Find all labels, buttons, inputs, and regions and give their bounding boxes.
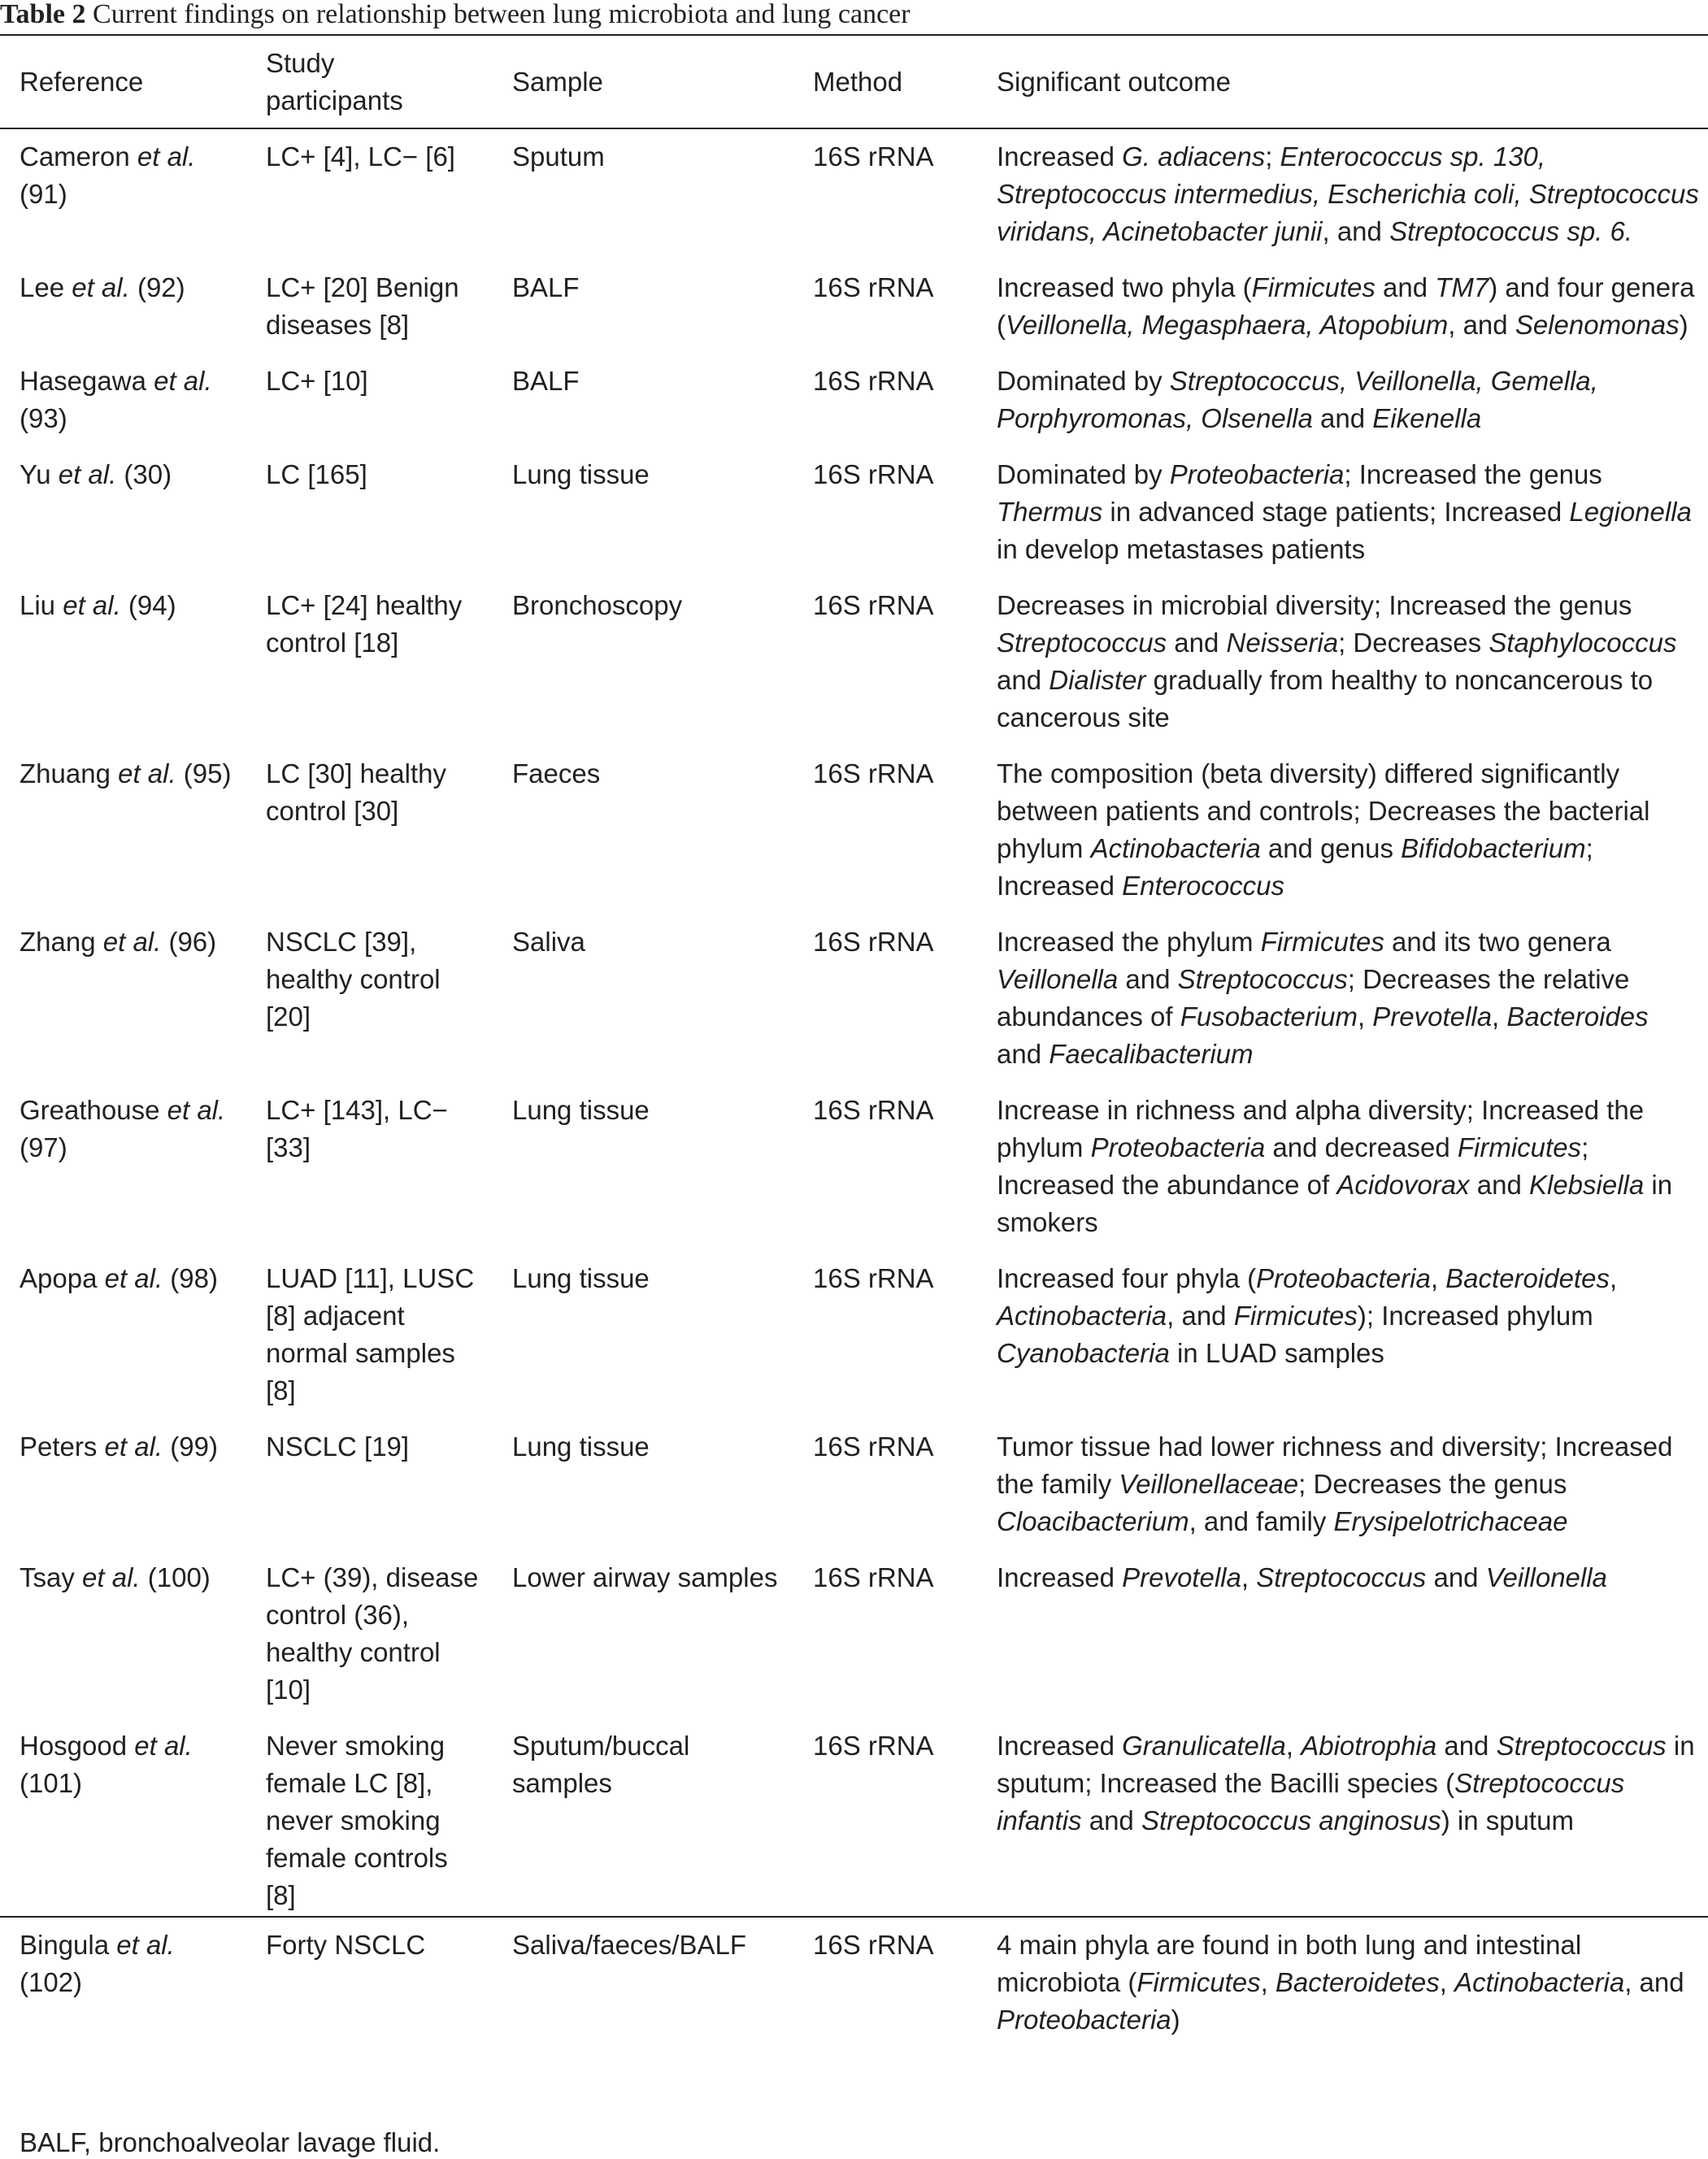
text-run: (97) bbox=[20, 1132, 67, 1162]
text-run: ) in sputum bbox=[1441, 1805, 1574, 1835]
reference-cell bbox=[0, 1917, 246, 2048]
outcome-cell bbox=[977, 1727, 1708, 1917]
italic-text: et al. bbox=[104, 1431, 163, 1462]
reference-cell bbox=[0, 1559, 246, 1727]
italic-text: et al. bbox=[104, 1263, 163, 1293]
text-run: , and bbox=[1448, 310, 1515, 340]
table-caption-text: Current findings on relationship between lung microbiota and lung cancer bbox=[93, 0, 910, 29]
italic-text: Enterococcus bbox=[1122, 871, 1285, 901]
text-run: (95) bbox=[176, 758, 232, 788]
italic-text: Actinobacteria bbox=[1090, 833, 1261, 863]
reference-cell bbox=[0, 1092, 246, 1260]
outcome-cell bbox=[977, 128, 1708, 269]
text-run: (91) bbox=[20, 179, 67, 209]
text-run: , and bbox=[1322, 216, 1390, 246]
italic-text: et al. bbox=[102, 927, 162, 957]
text-run: , bbox=[1357, 1001, 1373, 1032]
text-run: and bbox=[1081, 1805, 1141, 1835]
text-run: , bbox=[1241, 1562, 1257, 1592]
text-run: , bbox=[1609, 1263, 1618, 1293]
method-cell: 16S rRNA bbox=[813, 141, 934, 172]
participants-cell: Never smoking female LC [8], never smoking female controls [8] bbox=[266, 1731, 448, 1910]
participants-cell: Forty NSCLC bbox=[266, 1930, 426, 1960]
italic-text: Granulicatella bbox=[1122, 1731, 1286, 1761]
text-run: Increased bbox=[997, 141, 1123, 172]
table-caption bbox=[0, 0, 910, 29]
outcome-cell bbox=[977, 1428, 1708, 1559]
method-cell: 16S rRNA bbox=[813, 1095, 934, 1125]
italic-text: Firmicutes bbox=[1260, 927, 1384, 957]
italic-text: Acidovorax bbox=[1336, 1170, 1470, 1200]
sample-cell: Saliva bbox=[512, 927, 585, 957]
participants-cell: LC+ [143], LC− [33] bbox=[266, 1095, 448, 1162]
text-run: gradually from healthy to noncancerous to cancerous site bbox=[997, 665, 1654, 732]
italic-text: Prevotella bbox=[1372, 1001, 1493, 1032]
table-footnote: BALF, bronchoalveolar lavage fluid. bbox=[20, 2127, 441, 2157]
italic-text: Proteobacteria bbox=[1169, 459, 1345, 489]
reference-cell bbox=[0, 269, 246, 363]
italic-text: G. adiacens bbox=[1122, 141, 1266, 172]
text-run: in smokers bbox=[997, 1170, 1673, 1237]
method-cell: 16S rRNA bbox=[813, 927, 934, 957]
method-cell: 16S rRNA bbox=[813, 1263, 934, 1293]
italic-text: Veillonella bbox=[997, 964, 1119, 994]
text-run: Zhuang bbox=[20, 758, 119, 788]
text-run: ; Increased bbox=[997, 833, 1593, 901]
reference-cell bbox=[0, 923, 246, 1092]
text-run: Tumor tissue had lower richness and diversity; Increased the family bbox=[997, 1431, 1673, 1499]
text-run: The composition (beta diversity) differed significantly between patients and controls; Decreases the bacterial phylum bbox=[997, 758, 1650, 863]
sample-cell: Lung tissue bbox=[512, 1095, 650, 1125]
reference-cell bbox=[0, 363, 246, 456]
italic-text: Firmicutes bbox=[1457, 1132, 1582, 1162]
italic-text: Faecalibacterium bbox=[1049, 1039, 1254, 1069]
text-run: (98) bbox=[163, 1263, 218, 1293]
text-run: and bbox=[997, 665, 1050, 695]
header-study-participants: Study participants bbox=[266, 47, 403, 115]
italic-text: et al. bbox=[137, 141, 196, 172]
reference-cell bbox=[0, 1260, 246, 1428]
text-run: and bbox=[1469, 1170, 1529, 1200]
table-row bbox=[0, 1092, 1708, 1260]
text-run: (92) bbox=[129, 272, 185, 302]
text-run: Hosgood bbox=[20, 1731, 135, 1761]
text-run: Cameron bbox=[20, 141, 137, 172]
table-row bbox=[0, 755, 1708, 923]
text-run: (100) bbox=[140, 1562, 211, 1592]
italic-text: et al. bbox=[154, 366, 212, 396]
italic-text: Legionella bbox=[1569, 497, 1692, 527]
outcome-cell bbox=[977, 269, 1708, 363]
findings-table bbox=[0, 34, 1708, 2048]
reference-cell bbox=[0, 587, 246, 755]
text-run: , bbox=[1430, 1263, 1446, 1293]
italic-text: Bifidobacterium bbox=[1401, 833, 1586, 863]
method-cell: 16S rRNA bbox=[813, 366, 934, 396]
text-run: (96) bbox=[161, 927, 217, 957]
text-run: and bbox=[1375, 272, 1436, 302]
italic-text: Staphylococcus bbox=[1489, 628, 1677, 658]
italic-text: et al. bbox=[134, 1731, 193, 1761]
text-run: , bbox=[1260, 1967, 1276, 1997]
method-cell: 16S rRNA bbox=[813, 459, 934, 489]
text-run: , and family bbox=[1189, 1506, 1334, 1536]
header-row bbox=[0, 35, 1708, 128]
table-row bbox=[0, 1559, 1708, 1727]
text-run: and bbox=[1167, 628, 1227, 658]
sample-cell: Faeces bbox=[512, 758, 601, 788]
italic-text: Bacteroidetes bbox=[1445, 1263, 1610, 1293]
text-run: and decreased bbox=[1265, 1132, 1458, 1162]
text-run: (102) bbox=[20, 1967, 83, 1997]
italic-text: et al. bbox=[82, 1562, 141, 1592]
text-run: and bbox=[997, 1039, 1050, 1069]
header-sample: Sample bbox=[512, 66, 603, 97]
outcome-cell bbox=[977, 1260, 1708, 1428]
italic-text: Streptococcus bbox=[997, 628, 1167, 658]
text-run: Increased the phylum bbox=[997, 927, 1261, 957]
method-cell: 16S rRNA bbox=[813, 1562, 934, 1592]
text-run: Apopa bbox=[20, 1263, 105, 1293]
table-row bbox=[0, 128, 1708, 269]
table-row bbox=[0, 1917, 1708, 2048]
sample-cell: Lung tissue bbox=[512, 459, 650, 489]
text-run: ); Increased phylum bbox=[1357, 1301, 1593, 1331]
table-row bbox=[0, 1727, 1708, 1917]
method-cell: 16S rRNA bbox=[813, 758, 934, 788]
text-run: ; Increased the abundance of bbox=[997, 1132, 1589, 1200]
text-run: and bbox=[1436, 1731, 1497, 1761]
text-run: and bbox=[1118, 964, 1178, 994]
participants-cell: LC [165] bbox=[266, 459, 367, 489]
text-run: (101) bbox=[20, 1768, 83, 1798]
method-cell: 16S rRNA bbox=[813, 1930, 934, 1960]
sample-cell: Sputum bbox=[512, 141, 605, 172]
outcome-cell bbox=[977, 923, 1708, 1092]
text-run: , bbox=[1439, 1967, 1455, 1997]
outcome-cell bbox=[977, 456, 1708, 587]
text-run: Peters bbox=[20, 1431, 105, 1462]
table-row bbox=[0, 363, 1708, 456]
participants-cell: NSCLC [19] bbox=[266, 1431, 410, 1462]
italic-text: Cyanobacteria bbox=[997, 1338, 1170, 1368]
table-row bbox=[0, 269, 1708, 363]
italic-text: et al. bbox=[72, 272, 130, 302]
text-run: in LUAD samples bbox=[1169, 1338, 1384, 1368]
method-cell: 16S rRNA bbox=[813, 1431, 934, 1462]
outcome-cell bbox=[977, 1092, 1708, 1260]
text-run: (94) bbox=[120, 590, 176, 620]
italic-text: Actinobacteria bbox=[1454, 1967, 1625, 1997]
text-run: Bingula bbox=[20, 1930, 117, 1960]
text-run: in sputum; Increased the Bacilli species ( bbox=[997, 1731, 1695, 1798]
reference-cell bbox=[0, 456, 246, 587]
text-run: Tsay bbox=[20, 1562, 83, 1592]
text-run: ; Increased the genus bbox=[1344, 459, 1602, 489]
text-run: ; Decreases the genus bbox=[1298, 1469, 1567, 1499]
table-row bbox=[0, 1260, 1708, 1428]
sample-cell: BALF bbox=[512, 366, 580, 396]
method-cell: 16S rRNA bbox=[813, 272, 934, 302]
sample-cell: Bronchoscopy bbox=[512, 590, 683, 620]
participants-cell: LUAD [11], LUSC [8] adjacent normal samples [8] bbox=[266, 1263, 475, 1405]
italic-text: Firmicutes bbox=[1233, 1301, 1358, 1331]
text-run: and bbox=[1312, 403, 1373, 433]
text-run: , and bbox=[1167, 1301, 1234, 1331]
header-method: Method bbox=[813, 66, 903, 97]
text-run: ) bbox=[1171, 2005, 1180, 2035]
method-cell: 16S rRNA bbox=[813, 590, 934, 620]
outcome-cell bbox=[977, 755, 1708, 923]
table-row bbox=[0, 1428, 1708, 1559]
italic-text: Veillonella bbox=[1485, 1562, 1607, 1592]
text-run: Yu bbox=[20, 459, 59, 489]
sample-cell: Lung tissue bbox=[512, 1263, 650, 1293]
italic-text: Veillonella, Megasphaera, Atopobium bbox=[1006, 310, 1449, 340]
text-run: Increase in richness and alpha diversity; Increased the phylum bbox=[997, 1095, 1645, 1162]
text-run: and its two genera bbox=[1384, 927, 1611, 957]
text-run: 4 main phyla are found in both lung and intestinal microbiota ( bbox=[997, 1930, 1582, 1997]
text-run: ; Decreases the relative abundances of bbox=[997, 964, 1630, 1032]
italic-text: Klebsiella bbox=[1528, 1170, 1645, 1200]
sample-cell: Lung tissue bbox=[512, 1431, 650, 1462]
table-label: Table 2 bbox=[0, 0, 86, 29]
text-run: Decreases in microbial diversity; Increased the genus bbox=[997, 590, 1632, 620]
text-run: and genus bbox=[1260, 833, 1402, 863]
italic-text: Proteobacteria bbox=[997, 2005, 1171, 2035]
outcome-cell bbox=[977, 1917, 1708, 2048]
reference-cell bbox=[0, 755, 246, 923]
participants-cell: LC+ [24] healthy control [18] bbox=[266, 590, 463, 658]
text-run: ; bbox=[1265, 141, 1280, 172]
italic-text: Dialister bbox=[1049, 665, 1146, 695]
italic-text: Streptococcus bbox=[1177, 964, 1348, 994]
text-run: , and bbox=[1624, 1967, 1684, 1997]
text-run: Dominated by bbox=[997, 459, 1170, 489]
italic-text: Fusobacterium bbox=[1180, 1001, 1358, 1032]
italic-text: Bacteroidetes bbox=[1275, 1967, 1440, 1997]
participants-cell: LC+ [4], LC− [6] bbox=[266, 141, 455, 172]
text-run: Increased bbox=[997, 1731, 1123, 1761]
sample-cell: Sputum/buccal samples bbox=[512, 1731, 690, 1798]
italic-text: et al. bbox=[167, 1095, 226, 1125]
italic-text: et al. bbox=[58, 459, 117, 489]
italic-text: Erysipelotrichaceae bbox=[1333, 1506, 1568, 1536]
text-run: Increased bbox=[997, 1562, 1123, 1592]
italic-text: et al. bbox=[63, 590, 121, 620]
italic-text: Proteobacteria bbox=[1256, 1263, 1431, 1293]
table-row bbox=[0, 923, 1708, 1092]
reference-cell bbox=[0, 1727, 246, 1917]
table-body bbox=[0, 128, 1708, 2048]
header-significant-outcome: Significant outcome bbox=[997, 66, 1231, 97]
italic-text: Thermus bbox=[997, 497, 1103, 527]
italic-text: Neisseria bbox=[1226, 628, 1339, 658]
outcome-cell bbox=[977, 1559, 1708, 1727]
text-run: (99) bbox=[163, 1431, 218, 1462]
text-run: Greathouse bbox=[20, 1095, 167, 1125]
text-run: ) and four genera ( bbox=[997, 272, 1695, 340]
text-run: Lee bbox=[20, 272, 72, 302]
participants-cell: NSCLC [39], healthy control [20] bbox=[266, 927, 441, 1032]
text-run: Liu bbox=[20, 590, 63, 620]
sample-cell: BALF bbox=[512, 272, 580, 302]
text-run: Zhang bbox=[20, 927, 103, 957]
participants-cell: LC+ (39), disease control (36), healthy control [10] bbox=[266, 1562, 479, 1705]
table-header bbox=[0, 35, 1708, 128]
text-run: and bbox=[1426, 1562, 1486, 1592]
table-row bbox=[0, 587, 1708, 755]
reference-cell bbox=[0, 128, 246, 269]
header-reference: Reference bbox=[20, 66, 144, 97]
italic-text: Veillonellaceae bbox=[1119, 1469, 1299, 1499]
method-cell: 16S rRNA bbox=[813, 1731, 934, 1761]
text-run: in develop metastases patients bbox=[997, 534, 1366, 564]
italic-text: Streptococcus, Veillonella, Gemella, Porphyromonas, Olsenella bbox=[997, 366, 1598, 433]
italic-text: Streptococcus bbox=[1256, 1562, 1427, 1592]
text-run: (30) bbox=[116, 459, 172, 489]
text-run: Increased four phyla ( bbox=[997, 1263, 1257, 1293]
text-run: Hasegawa bbox=[20, 366, 154, 396]
italic-text: Cloacibacterium bbox=[997, 1506, 1189, 1536]
italic-text: Eikenella bbox=[1372, 403, 1482, 433]
participants-cell: LC+ [10] bbox=[266, 366, 368, 396]
table-row bbox=[0, 456, 1708, 587]
text-run: Dominated by bbox=[997, 366, 1170, 396]
italic-text: Selenomonas bbox=[1515, 310, 1680, 340]
reference-cell bbox=[0, 1428, 246, 1559]
text-run: (93) bbox=[20, 403, 67, 433]
text-run: ) bbox=[1679, 310, 1688, 340]
italic-text: Bacteroides bbox=[1506, 1001, 1649, 1032]
italic-text: Streptococcus bbox=[1496, 1731, 1667, 1761]
italic-text: Streptococcus sp. 6. bbox=[1389, 216, 1633, 246]
sample-cell: Lower airway samples bbox=[512, 1562, 778, 1592]
italic-text: Firmicutes bbox=[1136, 1967, 1261, 1997]
text-run: in advanced stage patients; Increased bbox=[1102, 497, 1570, 527]
text-run: Increased two phyla ( bbox=[997, 272, 1252, 302]
italic-text: Actinobacteria bbox=[997, 1301, 1167, 1331]
italic-text: Streptococcus infantis bbox=[997, 1768, 1625, 1835]
italic-text: Firmicutes bbox=[1251, 272, 1376, 302]
italic-text: Proteobacteria bbox=[1090, 1132, 1266, 1162]
italic-text: Abiotrophia bbox=[1301, 1731, 1437, 1761]
text-run: , bbox=[1285, 1731, 1302, 1761]
text-run: , bbox=[1492, 1001, 1507, 1032]
text-run: ; Decreases bbox=[1338, 628, 1489, 658]
participants-cell: LC [30] healthy control [30] bbox=[266, 758, 446, 826]
italic-text: Streptococcus anginosus bbox=[1141, 1805, 1441, 1835]
outcome-cell bbox=[977, 587, 1708, 755]
italic-text: Prevotella bbox=[1122, 1562, 1241, 1592]
italic-text: et al. bbox=[116, 1930, 175, 1960]
participants-cell: LC+ [20] Benign diseases [8] bbox=[266, 272, 459, 340]
sample-cell: Saliva/faeces/BALF bbox=[512, 1930, 746, 1960]
italic-text: et al. bbox=[118, 758, 176, 788]
outcome-cell bbox=[977, 363, 1708, 456]
italic-text: TM7 bbox=[1435, 272, 1489, 302]
italic-text: Enterococcus sp. 130, Streptococcus intermedius, Escherichia coli, Streptococcus viridans, Acinetobacter junii bbox=[997, 141, 1699, 246]
